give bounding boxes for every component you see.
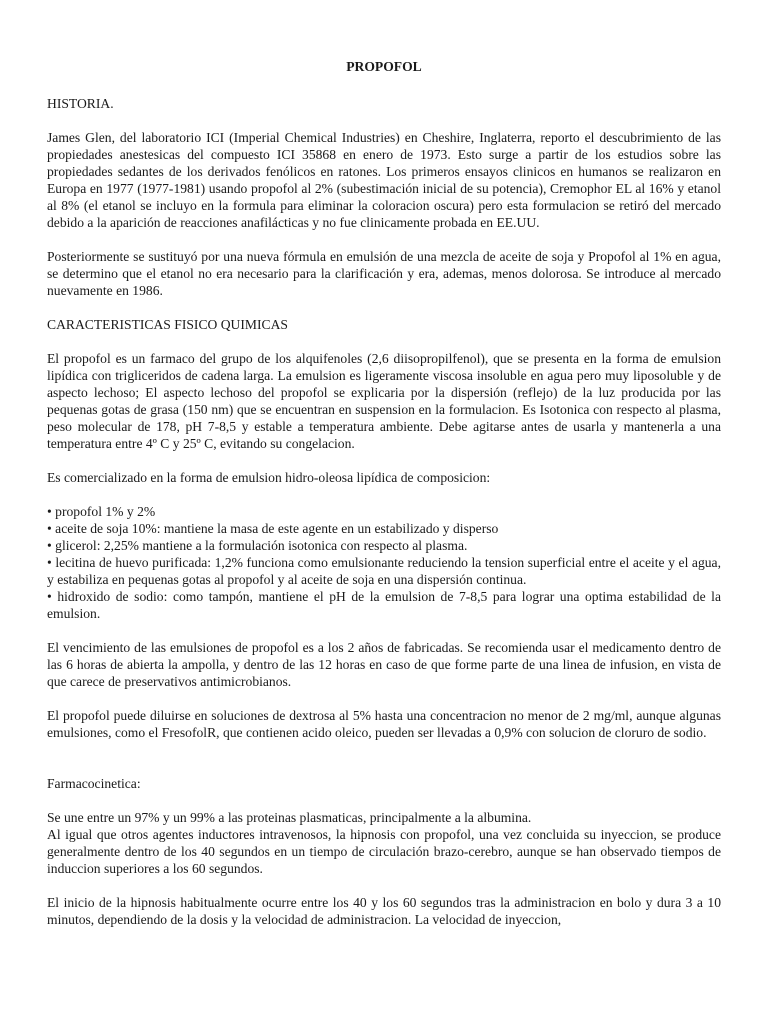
paragraph-historia-1: James Glen, del laboratorio ICI (Imperial Chemical Industries) en Cheshire, Inglaterra, reporto el descubrimiento de las propiedades anestesicas del compuesto ICI 35868 en enero de 1973. Esto surge a partir de los estudios sobre las propiedades sedantes de los derivados fenólicos en ratones. Los primeros ensayos clinicos en humanos se realizaron en Europa en 1977 (1977-1981) usando propofol al 2% (subestimación inicial de su potencia), Cremophor EL al 16% y etanol al 8% (el etanol se incluyo en la formula para eliminar la coloracion oscura) pero esta formulacion se retiró del mercado debido a la aparición de reacciones anafilácticas y no fue clinicamente probada en EE.UU.: [47, 130, 721, 230]
paragraph-historia-2: Posteriormente se sustituyó por una nueva fórmula en emulsión de una mezcla de aceite de soja y Propofol al 1% en agua, se determino que el etanol no era necesario para la clarificación y era, ademas, menos dolorosa. Se introduce al mercado nuevamente en 1986.: [47, 249, 721, 298]
paragraph-farmacocinetica-line: Se une entre un 97% y un 99% a las proteinas plasmaticas, principalmente a la albumina.: [47, 810, 532, 825]
composition-list: [47, 503, 721, 622]
list-item: • glicerol: 2,25% mantiene a la formulación isotonica con respecto al plasma.: [47, 537, 721, 554]
paragraph-caracteristicas-2: Es comercializado en la forma de emulsion hidro-oleosa lipídica de composicion:: [47, 470, 491, 485]
section-heading-caracteristicas: CARACTERISTICAS FISICO QUIMICAS: [47, 317, 288, 332]
document-page: [47, 58, 721, 945]
paragraph-farmacocinetica-1: Al igual que otros agentes inductores intravenosos, la hipnosis con propofol, una vez concluida su inyeccion, se produce generalmente dentro de los 40 segundos en un tiempo de circulación brazo-cerebro, aunque se han observado tiempos de induccion superiores a los 60 segundos.: [47, 827, 721, 876]
paragraph-farmacocinetica-2: El inicio de la hipnosis habitualmente ocurre entre los 40 y los 60 segundos tras la administracion en bolo y dura 3 a 10 minutos, dependiendo de la dosis y la velocidad de administracion. La velocidad de inyeccion,: [47, 895, 721, 927]
paragraph-caracteristicas-4: El propofol puede diluirse en soluciones de dextrosa al 5% hasta una concentracion no menor de 2 mg/ml, aunque algunas emulsiones, como el FresofolR, que contienen acido oleico, pueden ser llevadas a 0,9% con solucion de cloruro de sodio.: [47, 708, 721, 740]
paragraph-caracteristicas-3: El vencimiento de las emulsiones de propofol es a los 2 años de fabricadas. Se recomienda usar el medicamento dentro de las 6 horas de abierta la ampolla, y dentro de las 12 horas en caso de que forme parte de una linea de infusion, en vista de que carece de preservativos antimicrobianos.: [47, 640, 721, 689]
document-title: PROPOFOL: [346, 59, 422, 74]
list-item: • hidroxido de sodio: como tampón, mantiene el pH de la emulsion de 7-8,5 para lograr una optima estabilidad de la emulsion.: [47, 588, 721, 622]
list-item: • aceite de soja 10%: mantiene la masa de este agente en un estabilizado y disperso: [47, 520, 721, 537]
paragraph-caracteristicas-1: El propofol es un farmaco del grupo de los alquifenoles (2,6 diisopropilfenol), que se presenta en la forma de emulsion lipídica con trigliceridos de cadena larga. La emulsion es ligeramente viscosa insoluble en agua pero muy liposoluble y de aspecto lechoso; El aspecto lechoso del propofol se explicaria por la dispersión (reflejo) de la luz producida por las pequenas gotas de grasa (150 nm) que se encuentran en suspension en la formulacion. Es Isotonica con respecto al plasma, peso molecular de 178, pH 7-8,5 y estable a temperatura ambiente. Debe agitarse antes de usarla y mantenerla a una temperatura entre 4º C y 25º C, evitando su congelacion.: [47, 351, 721, 451]
list-item: • propofol 1% y 2%: [47, 503, 721, 520]
section-heading-farmacocinetica: Farmacocinetica:: [47, 776, 141, 791]
section-heading-historia: HISTORIA.: [47, 96, 114, 111]
blank-line: [47, 758, 721, 775]
list-item: • lecitina de huevo purificada: 1,2% funciona como emulsionante reduciendo la tension superficial entre el aceite y el agua, y estabiliza en pequenas gotas al propofol y al aceite de soja en una dispersión continua.: [47, 554, 721, 588]
